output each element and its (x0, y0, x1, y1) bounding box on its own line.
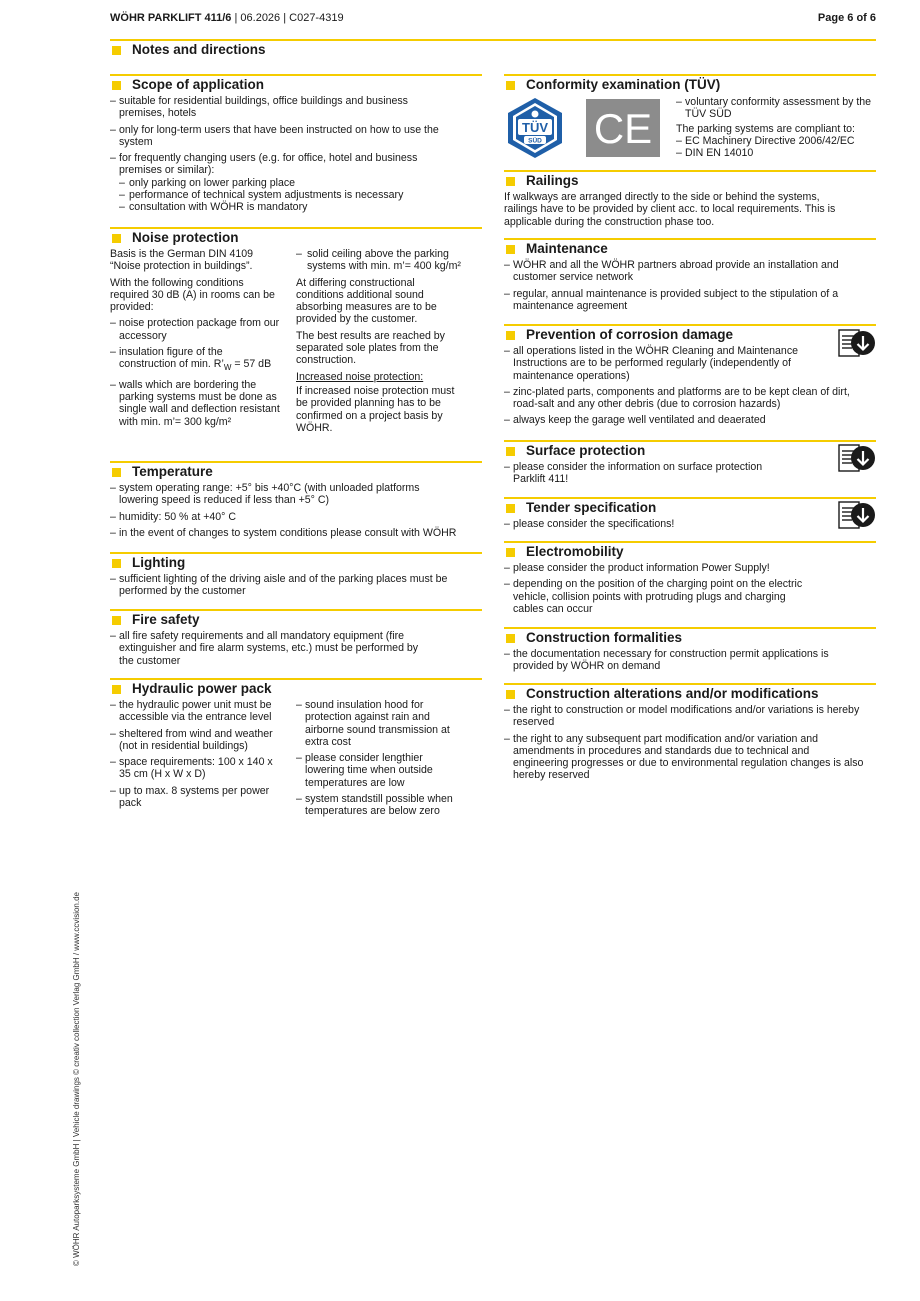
list-item: – the right to construction or model modifications and/or variations is hereby reserved (504, 704, 860, 729)
scope-heading (110, 77, 482, 95)
marker (112, 81, 121, 90)
railings-section (504, 173, 876, 228)
noise-col-right (296, 248, 464, 438)
divider (110, 552, 482, 554)
formalities-body (504, 648, 864, 673)
list-item: – WÖHR and all the WÖHR partners abroad provide an installation and customer service network (504, 259, 839, 284)
tender-body (504, 518, 804, 530)
lighting-section (110, 555, 482, 602)
noise-section (110, 230, 482, 453)
page-number: Page 6 of 6 (817, 12, 876, 24)
list-item: – only for long-term users that have been instructed on how to use the system (110, 123, 439, 148)
corrosion-section (504, 327, 876, 431)
marker (112, 46, 121, 55)
alterations-body (504, 704, 864, 782)
surface-section (504, 443, 876, 490)
list-item: – suitable for residential buildings, office buildings and business premises, hotels (110, 95, 408, 120)
marker (506, 245, 515, 254)
subheading: Increased noise protection: (296, 370, 424, 383)
formalities-heading (504, 630, 876, 648)
paragraph: With the following conditions required 30 dB (A) in rooms can be provided: (110, 276, 275, 314)
divider (504, 497, 876, 499)
hydraulic-heading (110, 681, 482, 699)
list-item: – zinc-plated parts, components and platforms are to be kept clean of dirt, road-salt and any other debris (due to corrosion hazards) (504, 385, 850, 411)
divider (504, 74, 876, 76)
list-item: – depending on the position of the charging point on the electric vehicle, collision points with protruding plugs and charging cables can occur (504, 578, 803, 615)
list-item: – walls which are bordering the parking systems must be done as single wall and deflection resistant with min. m’= 300 kg/m² (110, 378, 280, 428)
fire-title: Fire safety (132, 612, 200, 627)
list-item: – solid ceiling above the parking systems with min. m’= 400 kg/m² (296, 248, 461, 273)
alterations-section (504, 686, 876, 786)
list-item: – please consider the information on surface protection Parklift 411! (504, 461, 763, 486)
noise-col-left (110, 248, 280, 432)
list-item: – system operating range: +5° bis +40°C (with unloaded platforms lowering speed is reduced if less than +5° C) (110, 482, 420, 507)
list-item: – voluntary conformity assessment by the TÜV SÜD (676, 96, 872, 121)
list-item: – sufficient lighting of the driving aisle and of the parking places must be performed by the customer (110, 573, 448, 598)
temperature-heading (110, 464, 482, 482)
fire-body (110, 630, 435, 667)
list-item: – noise protection package from our accessory (110, 317, 280, 342)
list-item: – EC Machinery Directive 2006/42/EC (676, 134, 855, 147)
ce-mark-logo (586, 99, 660, 157)
hydraulic-col-right (296, 699, 464, 822)
list-item: – please consider the specifications! (504, 518, 675, 530)
list-item: – DIN EN 14010 (676, 147, 754, 160)
list-item: – for frequently changing users (e.g. for office, hotel and business premises or similar): – only parking on lower parking place – performance of technical system adjustments is necessary – consultation with WÖHR is mandatory (110, 152, 445, 213)
railings-title: Railings (526, 173, 579, 188)
alterations-heading (504, 686, 876, 704)
marker (506, 504, 515, 513)
hydraulic-section (110, 681, 482, 859)
surface-body (504, 461, 794, 486)
lighting-heading (110, 555, 482, 573)
marker (112, 616, 121, 625)
hydraulic-title: Hydraulic power pack (132, 681, 272, 696)
sub-item: – consultation with WÖHR is mandatory (119, 201, 308, 214)
lighting-title: Lighting (132, 555, 186, 570)
temperature-section (110, 464, 482, 543)
corrosion-body (504, 345, 854, 427)
marker (112, 559, 121, 568)
list-item: – regular, annual maintenance is provided subject to the stipulation of a maintenance agreement (504, 287, 839, 312)
paragraph: The parking systems are compliant to: (676, 122, 855, 135)
scope-section (110, 77, 482, 214)
lighting-body (110, 573, 465, 598)
list-item: – the hydraulic power unit must be accessible via the entrance level (110, 699, 272, 724)
marker (506, 81, 515, 90)
fire-section (110, 612, 482, 671)
noise-body (110, 248, 482, 453)
divider (110, 609, 482, 611)
conformity-heading (504, 77, 876, 95)
marker (506, 447, 515, 456)
sub-item: – only parking on lower parking place (119, 176, 296, 189)
hydraulic-body (110, 699, 482, 859)
scope-body (110, 95, 445, 214)
emobility-heading (504, 544, 876, 562)
tender-section (504, 500, 876, 534)
scope-title: Scope of application (132, 77, 265, 92)
divider (110, 74, 482, 76)
emobility-section (504, 544, 876, 619)
paragraph: Basis is the German DIN 4109 “Noise protection in buildings”. (110, 248, 254, 273)
divider (110, 461, 482, 463)
document-download-icon[interactable] (838, 329, 876, 357)
tuv-text: TÜV (522, 120, 548, 135)
notes-title: Notes and directions (132, 42, 266, 57)
marker (506, 331, 515, 340)
noise-heading (110, 230, 482, 248)
paragraph: At differing constructional conditions additional sound absorbing measures are to be provided by the customer. (296, 276, 437, 326)
notes-section (110, 42, 876, 60)
sub-item: – performance of technical system adjustments is necessary (119, 189, 404, 202)
sud-text: SÜD (528, 137, 542, 145)
list-item: – please consider lengthier lowering time when outside temperatures are low (296, 752, 433, 789)
marker (112, 685, 121, 694)
list-item: – insulation figure of the construction of min. $R’_W = 57$ dB (110, 346, 272, 373)
conformity-body (676, 96, 876, 159)
list-item: – space requirements: 100 x 140 x 35 cm (H x W x D) (110, 756, 273, 781)
list-item: – always keep the garage well ventilated and deaerated (504, 414, 766, 427)
copyright-sidebar: © WÖHR Autoparksysteme GmbH | Vehicle drawings © creativ collection Verlag GmbH / www.ccvision.de (72, 892, 81, 1266)
emobility-body (504, 562, 804, 615)
marker (506, 634, 515, 643)
divider (110, 39, 876, 41)
marker (506, 690, 515, 699)
divider (504, 683, 876, 685)
doc-meta: | 06.2026 | C027-4319 (231, 12, 344, 24)
conformity-section (504, 77, 876, 95)
railings-heading (504, 173, 876, 191)
divider (110, 227, 482, 229)
hydraulic-col-left (110, 699, 286, 813)
list-item: – the right to any subsequent part modification and/or variation and amendments in procedures and standards due to technical and engineering progresses or due to environmental regulation changes is also hereby reserved (504, 732, 864, 782)
notes-heading (110, 42, 876, 60)
doc-id (110, 12, 344, 24)
list-item: – in the event of changes to system conditions please consult with WÖHR (110, 526, 457, 539)
fire-heading (110, 612, 482, 630)
divider (504, 440, 876, 442)
maintenance-body (504, 259, 864, 312)
list-item: – sound insulation hood for protection against rain and airborne sound transmission at extra cost (296, 699, 450, 748)
surface-title: Surface protection (526, 443, 646, 458)
page-header (110, 12, 876, 26)
maintenance-title: Maintenance (526, 241, 608, 256)
temperature-body (110, 482, 478, 539)
list-item: – up to max. 8 systems per power pack (110, 784, 270, 810)
list-item: – the documentation necessary for construction permit applications is provided by WÖHR on demand (504, 648, 829, 673)
list-item: – please consider the product information Power Supply! (504, 562, 770, 574)
temperature-title: Temperature (132, 464, 213, 479)
marker (506, 548, 515, 557)
conformity-title: Conformity examination (TÜV) (526, 77, 721, 92)
divider (504, 541, 876, 543)
divider (504, 627, 876, 629)
tender-title: Tender specification (526, 500, 657, 515)
corrosion-heading (504, 327, 876, 345)
railings-text: If walkways are arranged directly to the side or behind the systems, railings have to be provided by client acc. to local requirements. This is applicable during the construction phase too. (504, 191, 836, 228)
document-download-icon[interactable] (838, 501, 876, 529)
paragraph: The best results are reached by separated sole plates from the construction. (296, 329, 445, 367)
ce-text: CE (593, 105, 653, 152)
product-name: WÖHR PARKLIFT 411/6 (110, 12, 232, 24)
paragraph: If increased noise protection must be provided planning has to be confirmed on a project basis by WÖHR. (296, 384, 455, 434)
marker (112, 234, 121, 243)
tender-heading (504, 500, 876, 518)
surface-heading (504, 443, 876, 461)
corrosion-title: Prevention of corrosion damage (526, 327, 734, 342)
maintenance-section (504, 241, 876, 316)
formalities-section (504, 630, 876, 677)
maintenance-heading (504, 241, 876, 259)
divider (504, 170, 876, 172)
noise-title: Noise protection (132, 230, 239, 245)
divider (504, 238, 876, 240)
alterations-title: Construction alterations and/or modifications (526, 686, 819, 701)
formalities-title: Construction formalities (526, 630, 683, 645)
divider (110, 678, 482, 680)
list-item: – system standstill possible when temperatures are below zero (296, 793, 453, 818)
emobility-title: Electromobility (526, 544, 624, 559)
list-item: – all operations listed in the WÖHR Cleaning and Maintenance Instructions are to be performed regularly (independently of maintenance operations) (504, 345, 799, 382)
marker (112, 468, 121, 477)
list-item: – all fire safety requirements and all mandatory equipment (fire extinguisher and fire alarm systems, etc.) must be performed by the customer (110, 630, 419, 667)
list-item: – sheltered from wind and weather (not in residential buildings) (110, 727, 273, 752)
document-download-icon[interactable] (838, 444, 876, 472)
marker (506, 177, 515, 186)
divider (504, 324, 876, 326)
list-item: – humidity: 50 % at +40° C (110, 510, 237, 523)
tuv-sud-logo (505, 97, 565, 159)
